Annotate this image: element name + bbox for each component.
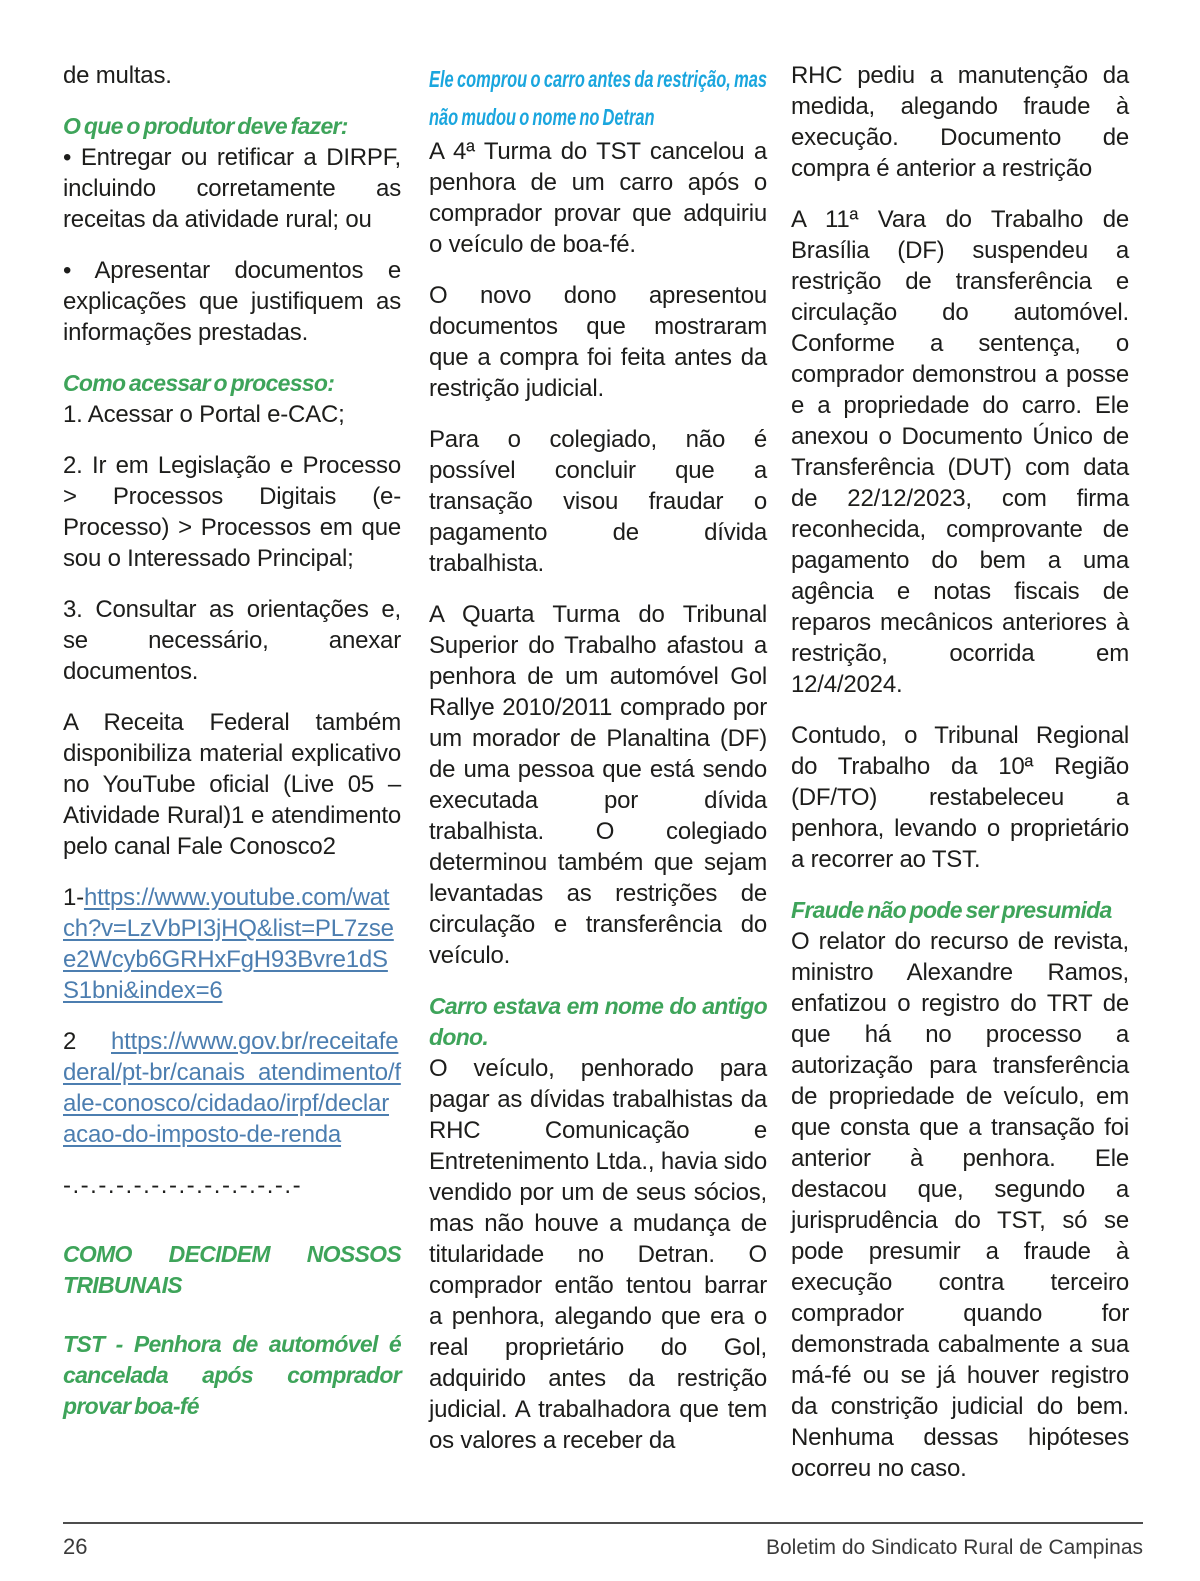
paragraph-colegiado-transacao: Para o colegiado, não é possível concluir que a transação visou fraudar o pagamento de dívida trabalhista. bbox=[429, 426, 767, 577]
right-column bbox=[791, 60, 1129, 1484]
step-consult-guidance: 3. Consultar as orientações e, se necessário, anexar documentos. bbox=[63, 596, 401, 685]
footnote-1-link[interactable]: https://www.youtube.com/watch?v=LzVbPI3jHQ&list=PL7zsee2Wcyb6GRHxFgH93Bvre1dSS1bni&index=6 bbox=[63, 884, 394, 1004]
paragraph-receita-youtube: A Receita Federal também disponibiliza material explicativo no YouTube oficial (Live 05 – Atividade Rural)1 e atendimento pelo canal Fale Conosco2 bbox=[63, 709, 401, 860]
paragraph-continuation: de multas. bbox=[63, 62, 172, 89]
paragraph-quarta-turma-gol-rallye: A Quarta Turma do Tribunal Superior do Trabalho afastou a penhora de um automóvel Gol Rallye 2010/2011 comprado por um morador de Planaltina (DF) de uma pessoa que está sendo executada por dívida trabalhista. O colegiado determinou também que sejam levantadas as restrições de circulação e transferência do veículo. bbox=[429, 601, 767, 969]
paragraph-trt-restabeleceu-penhora: Contudo, o Tribunal Regional do Trabalho da 10ª Região (DF/TO) restabeleceu a penhora, levando o proprietário a recorrer ao TST. bbox=[791, 722, 1129, 873]
step-legislation-process: 2. Ir em Legislação e Processo > Processos Digitais (e-Processo) > Processos em que sou o Interessado Principal; bbox=[63, 452, 401, 572]
footnote-2 bbox=[63, 1026, 401, 1150]
heading-what-producer-must-do: O que o produtor deve fazer: bbox=[63, 113, 348, 139]
heading-tst-penhora-automovel: TST - Penhora de automóvel é cancelada após comprador provar boa-fé bbox=[63, 1331, 401, 1419]
headline-comprou-antes-restricao-text: Ele comprou o carro antes da restrição, mas não mudou o nome no Detran bbox=[429, 66, 767, 130]
paragraph-vara-trabalho-brasilia: A 11ª Vara do Trabalho de Brasília (DF) suspendeu a restrição de transferência e circulação do automóvel. Conforme a sentença, o comprador demonstrou a posse e a propriedade do carro. Ele anexou o Documento Único de Transferência (DUT) com data de 22/12/2023, com firma reconhecida, comprovante de pagamento do bem a uma agência e notas fiscais de reparos mecânicos anteriores à restrição, ocorrida em 12/4/2024. bbox=[791, 206, 1129, 698]
paragraph-turma-cancelou-penhora: A 4ª Turma do TST cancelou a penhora de um carro após o comprador provar que adquiriu o veículo de boa-fé. bbox=[429, 138, 767, 258]
paragraph-rhc-manutencao-medida: RHC pediu a manutenção da medida, alegando fraude à execução. Documento de compra é anterior a restrição bbox=[791, 62, 1129, 182]
dash-dot-separator: -.-.-.-.-.-.-.-.-.-.-.-.-.- bbox=[63, 1172, 303, 1199]
middle-column bbox=[429, 60, 767, 1456]
footnote-1-marker: 1- bbox=[63, 884, 84, 911]
heading-how-to-access-process: Como acessar o processo: bbox=[63, 370, 335, 396]
paragraph-veiculo-penhorado-rhc: O veículo, penhorado para pagar as dívidas trabalhistas da RHC Comunicação e Entretenimento Ltda., havia sido vendido por um de seus sócios, mas não houve a mudança de titularidade no Detran. O comprador então tentou barrar a penhora, alegando que era o real proprietário do Gol, adquirido antes da restrição judicial. A trabalhadora que tem os valores a receber da bbox=[429, 1055, 767, 1454]
page-number: 26 bbox=[63, 1534, 88, 1559]
footer-publication-title: Boletim do Sindicato Rural de Campinas bbox=[765, 1536, 1143, 1559]
heading-carro-nome-antigo-dono: Carro estava em nome do antigo dono. bbox=[429, 993, 767, 1050]
footnote-1 bbox=[63, 882, 401, 1006]
headline-comprou-antes-restricao bbox=[429, 60, 767, 136]
heading-como-decidem-tribunais: COMO DECIDEM NOSSOS TRIBUNAIS bbox=[63, 1241, 401, 1298]
left-column bbox=[63, 60, 401, 1422]
bullet-deliver-dirpf: • Entregar ou retificar a DIRPF, incluindo corretamente as receitas da atividade rural; ou bbox=[63, 144, 401, 233]
footnote-2-link[interactable]: https://www.gov.br/receitafederal/pt-br/canais_atendimento/fale-conosco/cidadao/irpf/declaracao-do-imposto-de-renda bbox=[63, 1028, 401, 1148]
bullet-present-documents: • Apresentar documentos e explicações que justifiquem as informações prestadas. bbox=[63, 257, 401, 346]
footer-divider bbox=[63, 1522, 1143, 1524]
heading-fraude-nao-presumida: Fraude não pode ser presumida bbox=[791, 897, 1112, 923]
footnote-2-marker: 2 bbox=[63, 1028, 77, 1055]
paragraph-relator-alexandre-ramos: O relator do recurso de revista, ministro Alexandre Ramos, enfatizou o registro do TRT de que há no processo a autorização para transferência de propriedade de veículo, em que consta que a transação foi anterior à penhora. Ele destacou que, segundo a jurisprudência do TST, só se pode presumir a fraude à execução contra terceiro comprador quando for demonstrada cabalmente a sua má-fé ou se já houver registro da constrição judicial do bem. Nenhuma dessas hipóteses ocorreu no caso. bbox=[791, 928, 1129, 1482]
step-access-ecac: 1. Acessar o Portal e-CAC; bbox=[63, 401, 345, 428]
paragraph-novo-dono-documentos: O novo dono apresentou documentos que mostraram que a compra foi feita antes da restrição judicial. bbox=[429, 282, 767, 402]
